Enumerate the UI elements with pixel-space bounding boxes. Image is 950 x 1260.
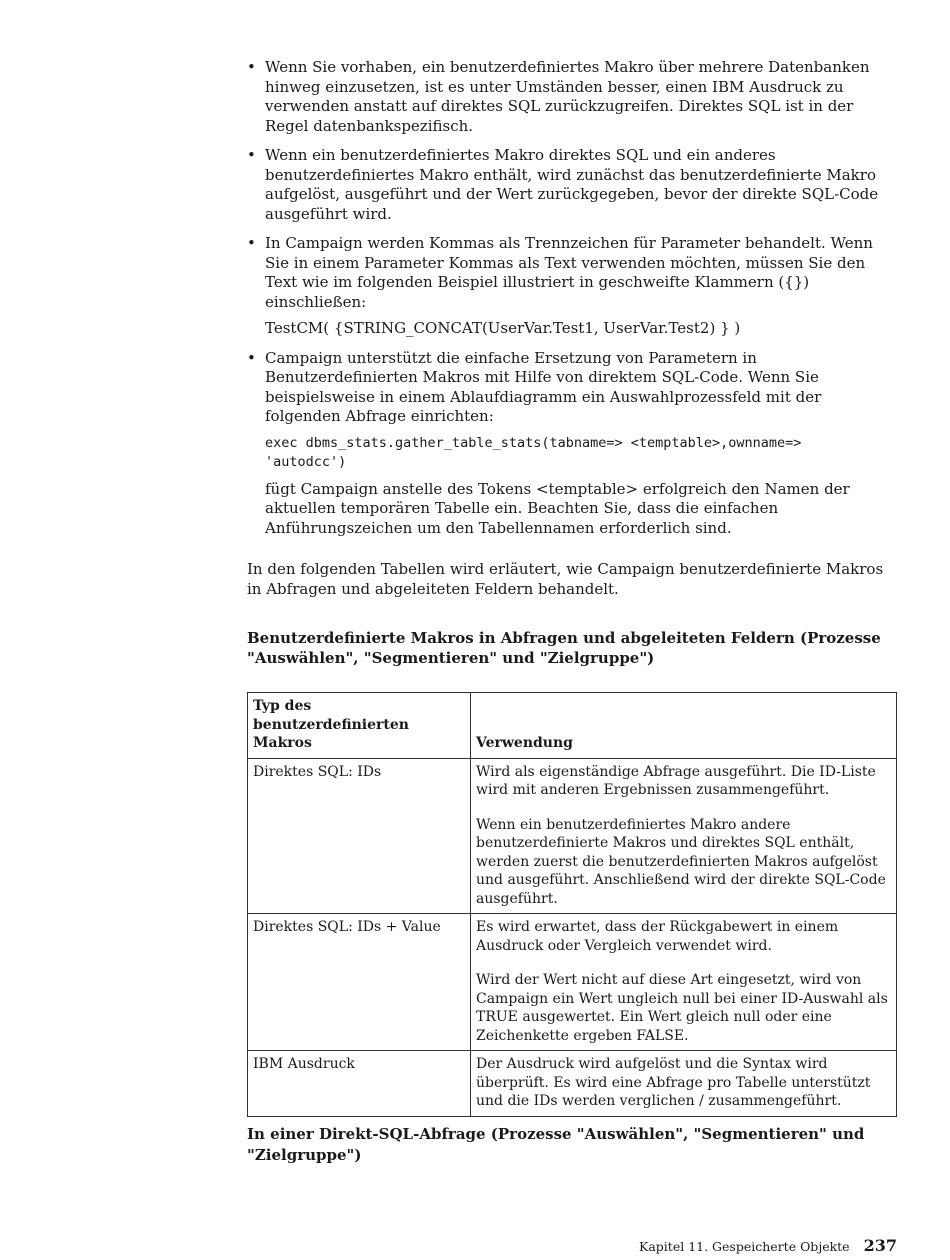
- bullet-list: [247, 58, 897, 538]
- usage-paragraph: Wird als eigenständige Abfrage ausgeführt. Die ID-Liste wird mit anderen Ergebnissen zusammengeführt.: [476, 763, 876, 798]
- macro-type-cell: Direktes SQL: IDs + Value: [248, 914, 471, 1051]
- macro-type-cell: Direktes SQL: IDs: [248, 758, 471, 914]
- table-row: [248, 1051, 897, 1117]
- bullet-item: [247, 349, 897, 539]
- bullet-paragraph: fügt Campaign anstelle des Tokens <temptable> erfolgreich den Namen der aktuellen temporären Tabelle ein. Beachten Sie, dass die einfachen Anführungszeichen um den Tabellennamen erforderlich sind.: [265, 479, 850, 537]
- page-footer: [639, 1236, 897, 1255]
- table-row: [248, 758, 897, 914]
- intro-paragraph: In den folgenden Tabellen wird erläutert, wie Campaign benutzerdefinierte Makros in Abfragen und abgeleiteten Feldern behandelt.: [247, 560, 884, 598]
- bullet-paragraph: • In Campaign werden Kommas als Trennzeichen für Parameter behandelt. Wenn Sie in einem Parameter Kommas als Text verwenden möchten, müssen Sie den Text wie im folgenden Beispiel illustriert in geschweifte Klammern ({}) einschließen:: [265, 234, 873, 311]
- table-heading: Benutzerdefinierte Makros in Abfragen und abgeleiteten Feldern (Prozesse "Auswählen", "Segmentieren" und "Zielgruppe"): [247, 629, 881, 667]
- bullet-paragraph: • Campaign unterstützt die einfache Ersetzung von Parametern in Benutzerdefinierten Makros mit Hilfe von direktem SQL-Code. Wenn Sie beispielsweise in einem Ablaufdiagramm ein Auswahlprozessfeld mit der folgenden Abfrage einrichten:: [265, 348, 822, 425]
- bullet-paragraph: • Wenn Sie vorhaben, ein benutzerdefiniertes Makro über mehrere Datenbanken hinweg einzusetzen, ist es unter Umständen besser, einen IBM Ausdruck zu verwenden anstatt auf direktes SQL zurückzugreifen. Direktes SQL ist in der Regel datenbankspezifisch.: [265, 58, 870, 135]
- bullet-paragraph: TestCM( {STRING_CONCAT(UserVar.Test1, UserVar.Test2) } ): [265, 319, 741, 337]
- usage-cell: [471, 914, 897, 1051]
- usage-cell: [471, 1051, 897, 1117]
- bullet-item: [247, 234, 897, 339]
- usage-cell: [471, 758, 897, 914]
- section-heading: In einer Direkt-SQL-Abfrage (Prozesse "Auswählen", "Segmentieren" und "Zielgruppe"): [247, 1125, 865, 1164]
- bullet-item: [247, 146, 897, 224]
- code-example: exec dbms_stats.gather_table_stats(tabname=> <temptable>,ownname=> 'autodcc'): [265, 434, 802, 470]
- table-header-row: [248, 693, 897, 759]
- footer-chapter: Kapitel 11. Gespeicherte Objekte: [639, 1239, 850, 1254]
- table-row: [248, 914, 897, 1051]
- usage-paragraph: Es wird erwartet, dass der Rückgabewert in einem Ausdruck oder Vergleich verwendet wird.: [476, 919, 839, 954]
- bullet-item: [247, 58, 897, 136]
- table-body: [248, 758, 897, 1116]
- usage-paragraph: Wenn ein benutzerdefiniertes Makro andere benutzerdefinierte Makros und direktes SQL enthält, werden zuerst die benutzerdefinierten Makros aufgelöst und ausgeführt. Anschließend wird der direkte SQL-Code ausgeführt.: [476, 816, 886, 907]
- page-number: 237: [863, 1236, 897, 1255]
- macro-type-cell: IBM Ausdruck: [248, 1051, 471, 1117]
- column-header-usage: Verwendung: [471, 693, 897, 759]
- usage-paragraph: Wird der Wert nicht auf diese Art eingesetzt, wird von Campaign ein Wert ungleich null bei einer ID-Auswahl als TRUE ausgewertet. Ein Wert gleich null oder eine Zeichenkette ergeben FALSE.: [476, 972, 888, 1044]
- usage-paragraph: Der Ausdruck wird aufgelöst und die Syntax wird überprüft. Es wird eine Abfrage pro Tabelle unterstützt und die IDs werden verglichen / zusammengeführt.: [476, 1056, 871, 1109]
- column-header-type: Typ des benutzerdefinierten Makros: [248, 693, 471, 759]
- page-content: [247, 58, 897, 1117]
- bullet-paragraph: • Wenn ein benutzerdefiniertes Makro direktes SQL und ein anderes benutzerdefiniertes Makro enthält, wird zunächst das benutzerdefinierte Makro aufgelöst, ausgeführt und der Wert zurückgegeben, bevor der direkte SQL-Code ausgeführt wird.: [265, 146, 879, 223]
- macro-table: [247, 692, 897, 1117]
